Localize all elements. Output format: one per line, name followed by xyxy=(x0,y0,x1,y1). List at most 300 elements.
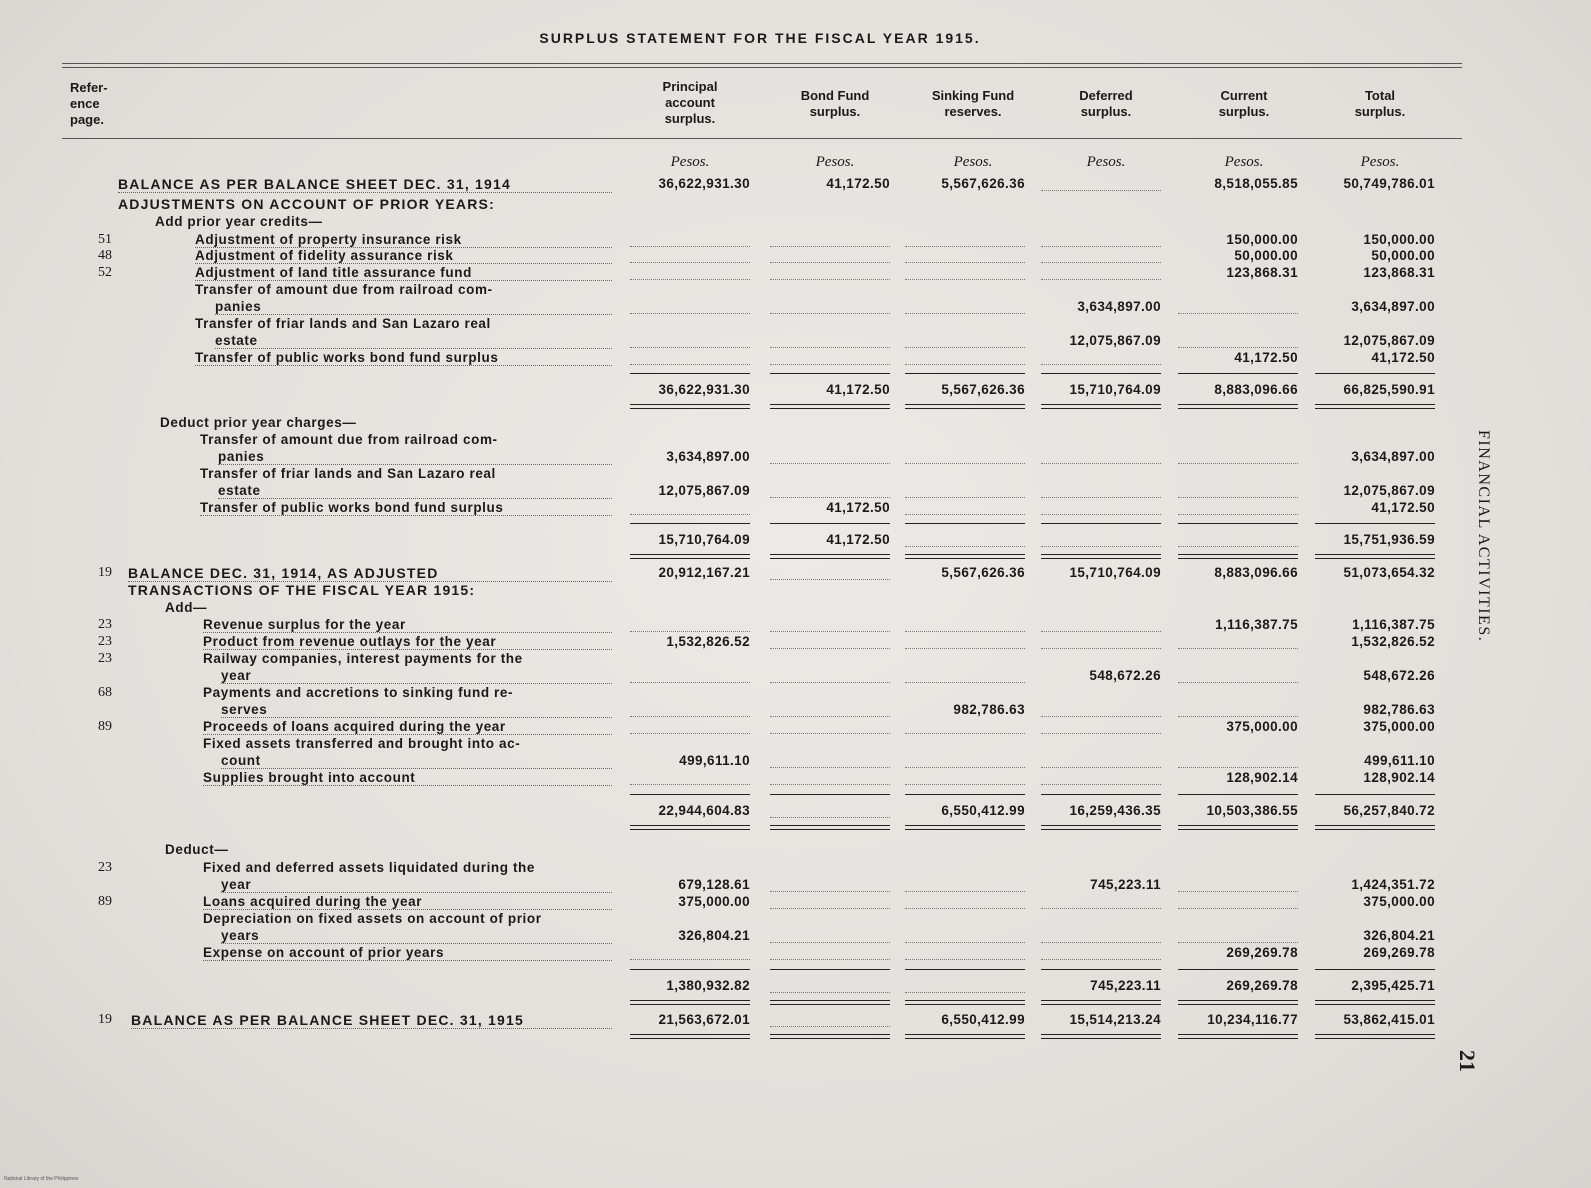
current-leader xyxy=(1178,496,1298,498)
total-value: 982,786.63 xyxy=(1363,702,1435,717)
current-value: 123,868.31 xyxy=(1226,265,1298,280)
sinking-leader xyxy=(905,941,1025,943)
bond-leader xyxy=(770,278,890,280)
subtotal-rule xyxy=(1178,794,1298,795)
total-value: 66,825,590.91 xyxy=(1343,382,1435,397)
principal-leader xyxy=(630,245,750,247)
total-value: 51,073,654.32 xyxy=(1343,565,1435,580)
total-double-rule xyxy=(630,404,750,409)
reference-page: 23 xyxy=(98,860,112,875)
pesos-label: Pesos. xyxy=(815,154,855,170)
total-double-rule xyxy=(1178,825,1298,830)
subtotal-rule xyxy=(1315,523,1435,524)
total-double-rule xyxy=(630,554,750,559)
total-double-rule xyxy=(770,554,890,559)
total-double-rule xyxy=(905,1000,1025,1005)
subtotal-rule xyxy=(1041,523,1161,524)
deferred-leader xyxy=(1041,496,1161,498)
deferred-value: 16,259,436.35 xyxy=(1069,803,1161,818)
deferred-leader xyxy=(1041,766,1161,768)
reference-page: 23 xyxy=(98,617,112,632)
sinking-leader xyxy=(905,766,1025,768)
table-row xyxy=(0,753,1591,769)
table-row xyxy=(0,196,1591,212)
final-double-rule xyxy=(905,1034,1025,1039)
table-row xyxy=(0,668,1591,684)
principal-value: 36,622,931.30 xyxy=(658,176,750,191)
row-description: Transfer of public works bond fund surplus xyxy=(195,350,612,366)
deferred-leader xyxy=(1041,907,1161,909)
bond-header: Bond Fund surplus. xyxy=(800,88,870,119)
total-value: 375,000.00 xyxy=(1363,719,1435,734)
total-double-rule xyxy=(905,554,1025,559)
bond-leader xyxy=(770,941,890,943)
principal-value: 21,563,672.01 xyxy=(658,1012,750,1027)
subtotal-rule xyxy=(1178,969,1298,970)
total-value: 123,868.31 xyxy=(1363,265,1435,280)
final-double-rule xyxy=(770,1034,890,1039)
subtotal-rule xyxy=(905,373,1025,374)
sinking-leader xyxy=(905,958,1025,960)
sinking-header: Sinking Fund reserves. xyxy=(931,88,1015,119)
table-row xyxy=(0,928,1591,944)
total-double-rule xyxy=(770,1000,890,1005)
subtotal-rule xyxy=(1315,373,1435,374)
bond-leader xyxy=(770,261,890,263)
principal-leader xyxy=(630,715,750,717)
deferred-header: Deferred surplus. xyxy=(1079,88,1133,119)
sinking-leader xyxy=(905,732,1025,734)
deferred-leader xyxy=(1041,462,1161,464)
total-header: Total surplus. xyxy=(1354,88,1406,119)
bond-value: 41,172.50 xyxy=(826,500,890,515)
page-title: SURPLUS STATEMENT FOR THE FISCAL YEAR 1915. xyxy=(539,30,981,46)
principal-leader xyxy=(630,783,750,785)
table-row xyxy=(0,316,1591,332)
total-value: 3,634,897.00 xyxy=(1351,299,1435,314)
total-value: 499,611.10 xyxy=(1364,753,1435,768)
principal-value: 679,128.61 xyxy=(678,877,750,892)
current-value: 41,172.50 xyxy=(1234,350,1298,365)
total-value: 41,172.50 xyxy=(1371,350,1435,365)
row-description: year xyxy=(221,877,612,893)
row-description: BALANCE AS PER BALANCE SHEET DEC. 31, 1914 xyxy=(118,176,612,193)
table-row xyxy=(0,877,1591,893)
deferred-value: 15,514,213.24 xyxy=(1069,1012,1161,1027)
subtotal-rule xyxy=(1041,794,1161,795)
pesos-label: Pesos. xyxy=(1086,154,1126,170)
total-double-rule xyxy=(1315,1000,1435,1005)
ref-page-header: Refer- ence page. xyxy=(70,80,108,127)
deferred-leader xyxy=(1041,647,1161,649)
sinking-leader xyxy=(905,890,1025,892)
table-row xyxy=(0,565,1591,581)
reference-page: 68 xyxy=(98,685,112,700)
pesos-label: Pesos. xyxy=(1224,154,1264,170)
deferred-leader xyxy=(1041,278,1161,280)
deferred-value: 12,075,867.09 xyxy=(1069,333,1161,348)
table-row xyxy=(0,582,1591,598)
row-description: Fixed assets transferred and brought into ac- xyxy=(203,736,521,751)
row-description: Transfer of public works bond fund surplus xyxy=(200,500,612,516)
sinking-value: 982,786.63 xyxy=(953,702,1025,717)
bond-leader xyxy=(770,783,890,785)
current-value: 150,000.00 xyxy=(1226,232,1298,247)
row-description: panies xyxy=(215,299,612,315)
total-double-rule xyxy=(905,825,1025,830)
total-double-rule xyxy=(1178,554,1298,559)
pesos-label: Pesos. xyxy=(1360,154,1400,170)
table-row xyxy=(0,894,1591,910)
principal-leader xyxy=(630,312,750,314)
final-double-rule xyxy=(630,1034,750,1039)
sinking-leader xyxy=(905,545,1025,547)
total-double-rule xyxy=(770,825,890,830)
row-description: Add prior year credits— xyxy=(155,214,323,229)
bond-leader xyxy=(770,1025,890,1027)
table-row xyxy=(0,702,1591,718)
sinking-leader xyxy=(905,783,1025,785)
row-description: Loans acquired during the year xyxy=(203,894,612,910)
table-row xyxy=(0,842,1591,858)
current-leader xyxy=(1178,312,1298,314)
bond-leader xyxy=(770,346,890,348)
current-leader xyxy=(1178,513,1298,515)
table-row xyxy=(0,500,1591,516)
principal-leader xyxy=(630,681,750,683)
table-row xyxy=(0,265,1591,281)
sinking-leader xyxy=(905,312,1025,314)
row-description: Payments and accretions to sinking fund re- xyxy=(203,685,514,700)
current-leader xyxy=(1178,890,1298,892)
bond-leader xyxy=(770,578,890,580)
reference-page: 23 xyxy=(98,634,112,649)
total-value: 548,672.26 xyxy=(1363,668,1435,683)
total-double-rule xyxy=(1041,554,1161,559)
table-row xyxy=(0,736,1591,752)
bond-leader xyxy=(770,766,890,768)
table-row xyxy=(0,382,1591,398)
row-description: Product from revenue outlays for the year xyxy=(203,634,612,650)
sinking-leader xyxy=(905,462,1025,464)
bond-leader xyxy=(770,496,890,498)
principal-value: 499,611.10 xyxy=(679,753,750,768)
bond-leader xyxy=(770,363,890,365)
table-row xyxy=(0,532,1591,548)
sinking-leader xyxy=(905,496,1025,498)
sinking-value: 6,550,412.99 xyxy=(941,803,1025,818)
current-value: 128,902.14 xyxy=(1226,770,1298,785)
total-double-rule xyxy=(630,825,750,830)
reference-page: 89 xyxy=(98,719,112,734)
table-row xyxy=(0,176,1591,192)
sinking-leader xyxy=(905,245,1025,247)
current-value: 50,000.00 xyxy=(1234,248,1298,263)
table-row xyxy=(0,911,1591,927)
table-row xyxy=(0,466,1591,482)
deferred-leader xyxy=(1041,732,1161,734)
table-row xyxy=(0,634,1591,650)
principal-leader xyxy=(630,278,750,280)
sinking-value: 6,550,412.99 xyxy=(941,1012,1025,1027)
current-value: 375,000.00 xyxy=(1226,719,1298,734)
deferred-leader xyxy=(1041,958,1161,960)
subtotal-rule xyxy=(630,794,750,795)
pesos-label: Pesos. xyxy=(953,154,993,170)
subtotal-rule xyxy=(630,969,750,970)
table-row xyxy=(0,978,1591,994)
bond-value: 41,172.50 xyxy=(826,382,890,397)
table-row xyxy=(0,1012,1591,1028)
final-double-rule xyxy=(1041,1034,1161,1039)
subtotal-rule xyxy=(1315,794,1435,795)
deferred-value: 745,223.11 xyxy=(1090,877,1161,892)
sinking-leader xyxy=(905,681,1025,683)
total-value: 50,000.00 xyxy=(1371,248,1435,263)
total-value: 375,000.00 xyxy=(1363,894,1435,909)
principal-leader xyxy=(630,363,750,365)
subtotal-rule xyxy=(1041,373,1161,374)
current-leader xyxy=(1178,681,1298,683)
total-value: 12,075,867.09 xyxy=(1343,483,1435,498)
reference-page: 89 xyxy=(98,894,112,909)
row-description: Deduct prior year charges— xyxy=(160,415,357,430)
table-row xyxy=(0,719,1591,735)
table-row xyxy=(0,449,1591,465)
running-header: FINANCIAL ACTIVITIES. xyxy=(1475,430,1492,643)
total-double-rule xyxy=(1041,404,1161,409)
table-row xyxy=(0,214,1591,230)
current-leader xyxy=(1178,766,1298,768)
pesos-label: Pesos. xyxy=(670,154,710,170)
principal-leader xyxy=(630,732,750,734)
row-description: Transfer of amount due from railroad com- xyxy=(200,432,498,447)
total-double-rule xyxy=(1041,825,1161,830)
bond-value: 41,172.50 xyxy=(826,176,890,191)
total-value: 12,075,867.09 xyxy=(1343,333,1435,348)
sinking-value: 5,567,626.36 xyxy=(941,382,1025,397)
bond-leader xyxy=(770,732,890,734)
total-value: 128,902.14 xyxy=(1363,770,1435,785)
row-description: Transfer of friar lands and San Lazaro real xyxy=(200,466,496,481)
row-description: Supplies brought into account xyxy=(203,770,612,786)
library-footer: National Library of the Philippines xyxy=(4,1176,79,1182)
table-row xyxy=(0,415,1591,431)
deferred-leader xyxy=(1041,261,1161,263)
current-leader xyxy=(1178,941,1298,943)
principal-value: 20,912,167.21 xyxy=(658,565,750,580)
row-description: Deduct— xyxy=(165,842,229,857)
top-rule-2 xyxy=(62,67,1462,68)
sinking-leader xyxy=(905,261,1025,263)
table-row xyxy=(0,685,1591,701)
row-description: Adjustment of property insurance risk xyxy=(195,232,612,248)
sinking-leader xyxy=(905,991,1025,993)
current-value: 269,269.78 xyxy=(1226,945,1298,960)
principal-leader xyxy=(630,261,750,263)
subtotal-rule xyxy=(905,794,1025,795)
deferred-value: 15,710,764.09 xyxy=(1069,565,1161,580)
reference-page: 19 xyxy=(98,1012,112,1027)
row-description: serves xyxy=(221,702,612,718)
principal-value: 1,380,932.82 xyxy=(666,978,750,993)
principal-header: Principal account surplus. xyxy=(662,79,718,126)
table-row xyxy=(0,770,1591,786)
table-row xyxy=(0,333,1591,349)
bond-leader xyxy=(770,958,890,960)
sinking-leader xyxy=(905,513,1025,515)
principal-value: 326,804.21 xyxy=(678,928,750,943)
current-value: 269,269.78 xyxy=(1226,978,1298,993)
total-value: 56,257,840.72 xyxy=(1343,803,1435,818)
principal-leader xyxy=(630,346,750,348)
principal-value: 22,944,604.83 xyxy=(658,803,750,818)
row-description: Adjustment of fidelity assurance risk xyxy=(195,248,612,264)
page-number: 21 xyxy=(1455,1050,1480,1072)
bond-leader xyxy=(770,890,890,892)
subtotal-rule xyxy=(770,373,890,374)
row-description: count xyxy=(221,753,612,769)
current-header: Current surplus. xyxy=(1218,88,1270,119)
total-value: 3,634,897.00 xyxy=(1351,449,1435,464)
subtotal-rule xyxy=(1178,373,1298,374)
deferred-leader xyxy=(1041,630,1161,632)
deferred-leader xyxy=(1041,513,1161,515)
deferred-value: 745,223.11 xyxy=(1090,978,1161,993)
row-description: Revenue surplus for the year xyxy=(203,617,612,633)
deferred-leader xyxy=(1041,189,1161,191)
current-value: 10,503,386.55 xyxy=(1206,803,1298,818)
bond-leader xyxy=(770,462,890,464)
deferred-leader xyxy=(1041,363,1161,365)
principal-value: 15,710,764.09 xyxy=(658,532,750,547)
bond-leader xyxy=(770,991,890,993)
total-value: 53,862,415.01 xyxy=(1343,1012,1435,1027)
row-description: TRANSACTIONS OF THE FISCAL YEAR 1915: xyxy=(128,582,476,598)
table-row xyxy=(0,945,1591,961)
total-double-rule xyxy=(1315,404,1435,409)
bond-leader xyxy=(770,715,890,717)
table-row xyxy=(0,432,1591,448)
deferred-value: 548,672.26 xyxy=(1089,668,1161,683)
deferred-leader xyxy=(1041,545,1161,547)
sinking-leader xyxy=(905,907,1025,909)
table-row xyxy=(0,350,1591,366)
bond-leader xyxy=(770,647,890,649)
current-leader xyxy=(1178,715,1298,717)
total-value: 50,749,786.01 xyxy=(1343,176,1435,191)
total-value: 269,269.78 xyxy=(1363,945,1435,960)
row-description: Transfer of amount due from railroad com- xyxy=(195,282,493,297)
principal-value: 375,000.00 xyxy=(678,894,750,909)
sinking-leader xyxy=(905,647,1025,649)
principal-value: 3,634,897.00 xyxy=(666,449,750,464)
table-row xyxy=(0,617,1591,633)
bond-leader xyxy=(770,630,890,632)
row-description: ADJUSTMENTS ON ACCOUNT OF PRIOR YEARS: xyxy=(118,196,495,212)
subtotal-rule xyxy=(770,523,890,524)
total-value: 41,172.50 xyxy=(1371,500,1435,515)
deferred-value: 15,710,764.09 xyxy=(1069,382,1161,397)
total-value: 1,116,387.75 xyxy=(1352,617,1435,632)
row-description: estate xyxy=(218,483,612,499)
row-description: Fixed and deferred assets liquidated during the xyxy=(203,860,536,875)
table-row xyxy=(0,600,1591,616)
table-row xyxy=(0,651,1591,667)
header-rule xyxy=(62,138,1462,139)
principal-value: 36,622,931.30 xyxy=(658,382,750,397)
row-description: Railway companies, interest payments for the xyxy=(203,651,523,666)
deferred-leader xyxy=(1041,245,1161,247)
sinking-value: 5,567,626.36 xyxy=(941,565,1025,580)
principal-leader xyxy=(630,958,750,960)
sinking-value: 5,567,626.36 xyxy=(941,176,1025,191)
sinking-leader xyxy=(905,278,1025,280)
subtotal-rule xyxy=(905,969,1025,970)
sinking-leader xyxy=(905,346,1025,348)
principal-value: 12,075,867.09 xyxy=(658,483,750,498)
deferred-leader xyxy=(1041,783,1161,785)
deferred-leader xyxy=(1041,715,1161,717)
deferred-leader xyxy=(1041,941,1161,943)
reference-page: 52 xyxy=(98,265,112,280)
subtotal-rule xyxy=(1178,523,1298,524)
total-double-rule xyxy=(905,404,1025,409)
total-value: 150,000.00 xyxy=(1363,232,1435,247)
subtotal-rule xyxy=(770,794,890,795)
total-double-rule xyxy=(1178,1000,1298,1005)
reference-page: 51 xyxy=(98,232,112,247)
table-row xyxy=(0,282,1591,298)
subtotal-rule xyxy=(770,969,890,970)
row-description: Depreciation on fixed assets on account of prior xyxy=(203,911,542,926)
current-leader xyxy=(1178,647,1298,649)
row-description: years xyxy=(221,928,612,944)
subtotal-rule xyxy=(1041,969,1161,970)
current-leader xyxy=(1178,907,1298,909)
subtotal-rule xyxy=(630,373,750,374)
principal-value: 1,532,826.52 xyxy=(666,634,750,649)
row-description: BALANCE DEC. 31, 1914, AS ADJUSTED xyxy=(128,565,612,582)
row-description: BALANCE AS PER BALANCE SHEET DEC. 31, 1915 xyxy=(131,1012,612,1029)
bond-leader xyxy=(770,816,890,818)
total-value: 2,395,425.71 xyxy=(1351,978,1435,993)
total-double-rule xyxy=(1315,554,1435,559)
total-double-rule xyxy=(1041,1000,1161,1005)
bond-leader xyxy=(770,245,890,247)
row-description: estate xyxy=(215,333,612,349)
row-description: Adjustment of land title assurance fund xyxy=(195,265,612,281)
total-double-rule xyxy=(1315,825,1435,830)
subtotal-rule xyxy=(1315,969,1435,970)
total-double-rule xyxy=(630,1000,750,1005)
table-row xyxy=(0,483,1591,499)
reference-page: 19 xyxy=(98,565,112,580)
table-row xyxy=(0,299,1591,315)
table-row xyxy=(0,860,1591,876)
table-row xyxy=(0,248,1591,264)
total-value: 1,532,826.52 xyxy=(1351,634,1435,649)
total-value: 15,751,936.59 xyxy=(1343,532,1435,547)
top-rule xyxy=(62,63,1462,64)
current-leader xyxy=(1178,545,1298,547)
current-leader xyxy=(1178,462,1298,464)
table-row xyxy=(0,803,1591,819)
current-value: 8,518,055.85 xyxy=(1214,176,1298,191)
final-double-rule xyxy=(1178,1034,1298,1039)
row-description: year xyxy=(221,668,612,684)
subtotal-rule xyxy=(905,523,1025,524)
